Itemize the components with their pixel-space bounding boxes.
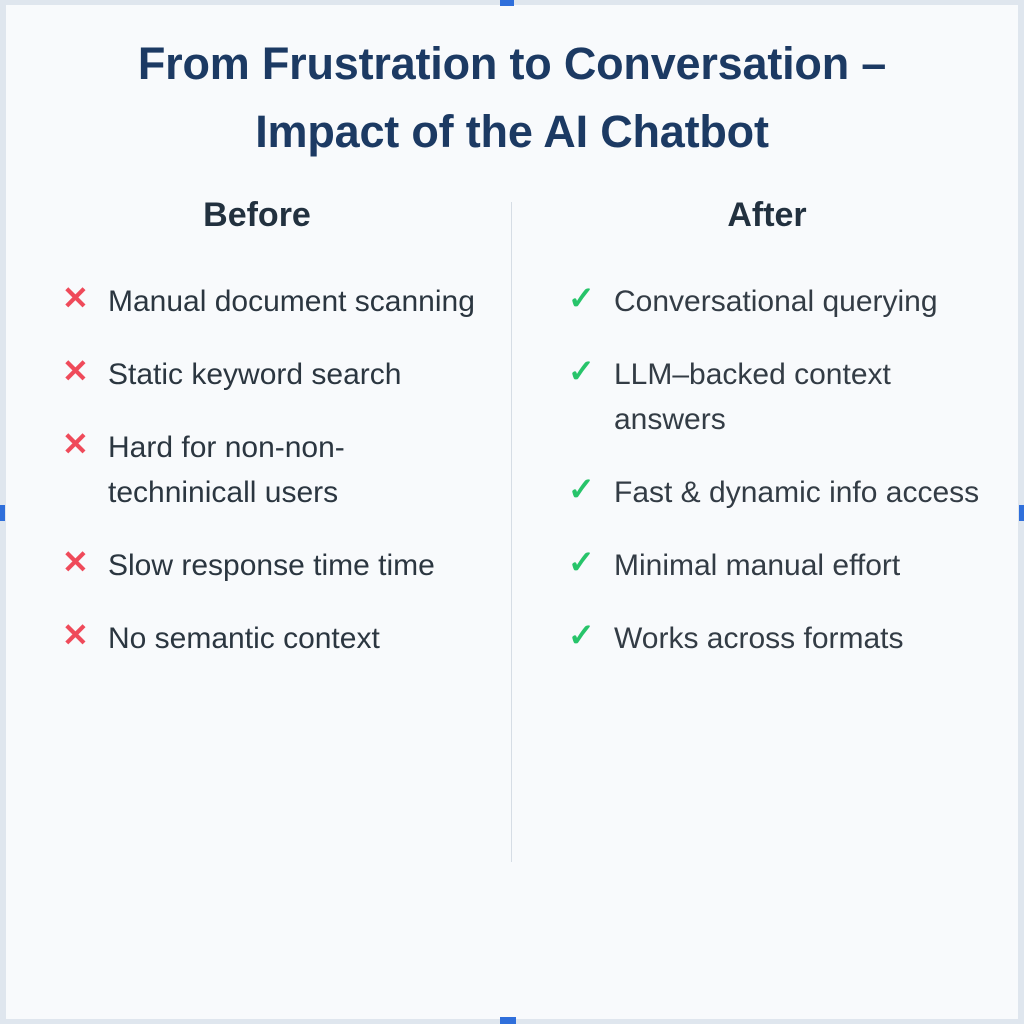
check-icon: ✓ xyxy=(568,353,595,389)
accent-tick-bottom xyxy=(500,1017,516,1024)
cross-icon: ✕ xyxy=(62,280,89,316)
list-item xyxy=(62,279,488,324)
column-before xyxy=(0,196,512,689)
check-icon: ✓ xyxy=(568,617,595,653)
list-item xyxy=(568,470,1000,515)
list-item-label: Minimal manual effort xyxy=(614,549,901,582)
accent-tick-top xyxy=(500,0,514,6)
column-heading-after: After xyxy=(727,196,807,234)
list-item-label: Conversational querying xyxy=(614,285,938,318)
check-icon: ✓ xyxy=(568,471,595,507)
list-item xyxy=(62,425,488,515)
list-item-label: Static keyword search xyxy=(108,358,402,391)
list-item xyxy=(62,543,488,588)
list-item xyxy=(62,352,488,397)
list-item xyxy=(568,616,1000,661)
list-item-label: No semantic context xyxy=(108,622,380,655)
cross-icon: ✕ xyxy=(62,426,89,462)
list-item xyxy=(568,279,1000,324)
column-after xyxy=(512,196,1024,689)
list-item-label: Manual document scanning xyxy=(108,285,475,318)
cross-icon: ✕ xyxy=(62,544,89,580)
list-item-label: Fast & dynamic info access xyxy=(614,476,980,509)
list-item xyxy=(568,352,1000,442)
list-item xyxy=(568,543,1000,588)
cross-icon: ✕ xyxy=(62,617,89,653)
check-icon: ✓ xyxy=(568,544,595,580)
list-item-label: Hard for non-non-techninicall users xyxy=(108,431,345,509)
column-heading-before: Before xyxy=(203,196,311,234)
comparison-columns xyxy=(0,196,1024,896)
check-icon: ✓ xyxy=(568,280,595,316)
list-item-label: Slow response time time xyxy=(108,549,435,582)
list-item xyxy=(62,616,488,661)
list-item-label: Works across formats xyxy=(614,622,904,655)
cross-icon: ✕ xyxy=(62,353,89,389)
page-title: From Frustration to Conversation – Impact of the AI Chatbot xyxy=(137,38,887,157)
list-item-label: LLM–backed context answers xyxy=(614,358,891,436)
